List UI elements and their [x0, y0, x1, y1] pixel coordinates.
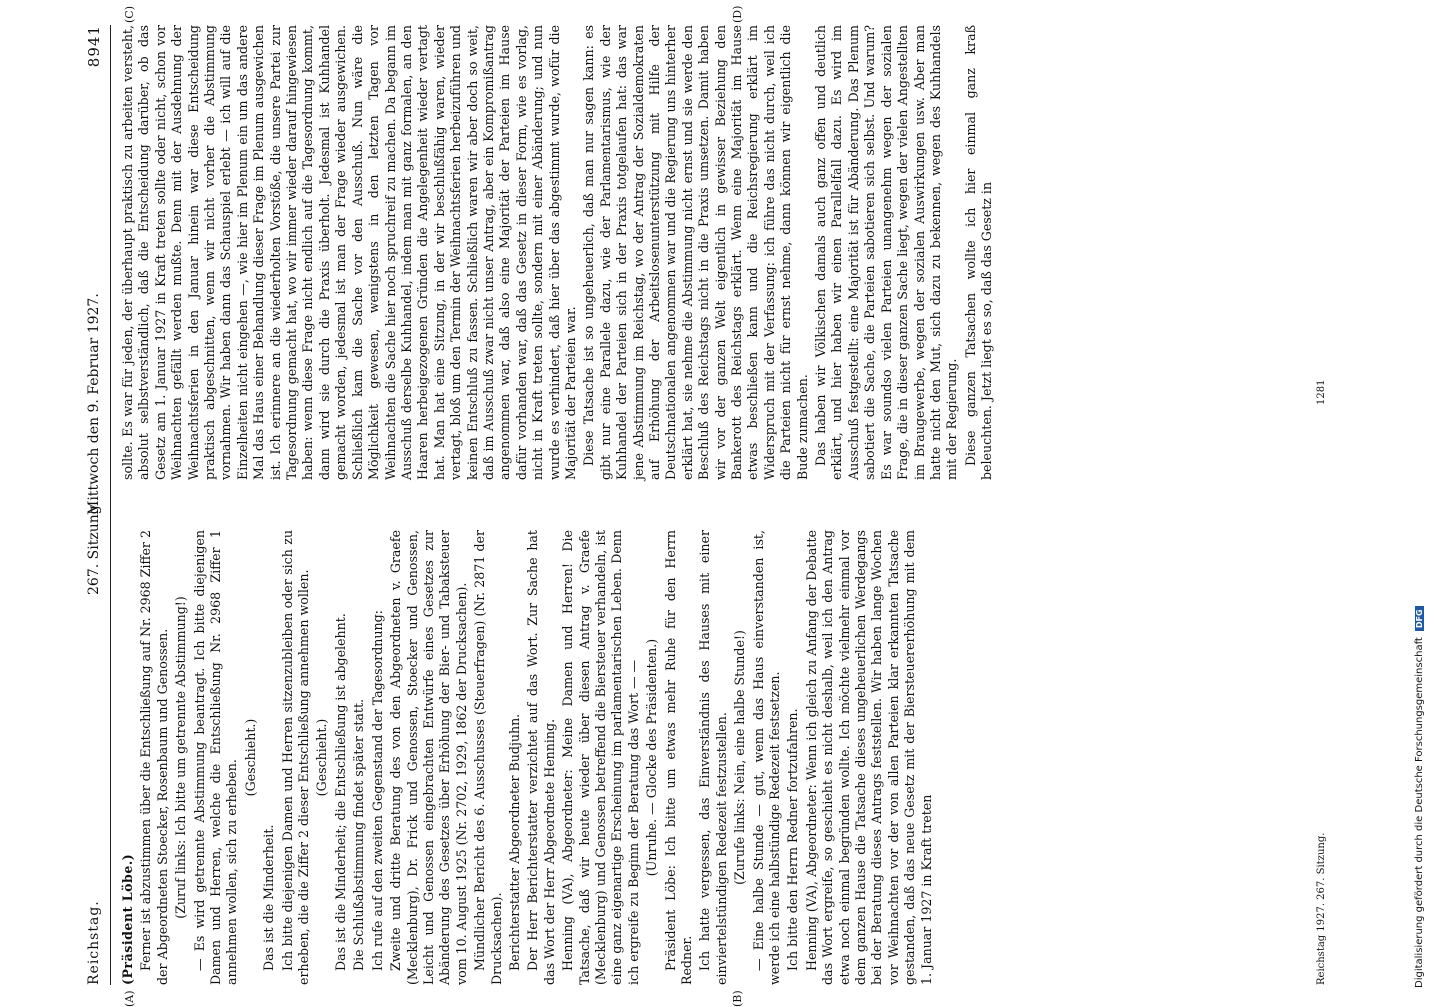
marker-a: (A)	[123, 990, 136, 1007]
paragraph: (Geschieht.)	[314, 718, 330, 797]
paragraph: Berichterstatter Abgeordneter Budjuhn.	[506, 713, 522, 971]
paragraph: (Geschieht.)	[242, 718, 258, 797]
paragraph: (Präsident Löbe.)	[120, 853, 135, 985]
paragraph: Ich rufe auf den zweiten Gegenstand der Tagesordnung:	[369, 610, 385, 971]
header-date: Mittwoch den 9. Februar 1927.	[86, 293, 102, 515]
header-rule	[110, 25, 111, 985]
paragraph: Ich bitte den Herrn Redner fortzufahren.	[785, 708, 801, 971]
paragraph: Ferner ist abzustimmen über die Entschließung auf Nr. 2968 Ziffer 2 der Abgeordneten Stoecker, Rosenbaum und Genossen.	[138, 530, 170, 985]
rotated-page	[80, 5, 1330, 1007]
footer-left: Reichstag 1927. 267. Sitzung.	[1315, 832, 1327, 985]
paragraph: Henning (VA), Abgeordneter: Meine Damen und Herren! Die Tatsache, daß wir heute wieder über diesen Antrag v. Graefe (Mecklenburg) und Genossen betreffend die Biersteuer verhandeln, ist eine ganz eigenartige Erscheinung im parlamentarischen Leben. Denn ich ergreife zu Beginn der Beratung das Wort — —	[560, 530, 641, 985]
paragraph: Mündlicher Bericht des 6. Ausschusses (Steuerfragen) (Nr. 2871 der Drucksachen).	[472, 530, 504, 985]
page-header	[80, 25, 110, 985]
paragraph: Zweite und dritte Beratung des von den Abgeordneten v. Graefe (Mecklenburg), Dr. Frick und Genossen, Stoecker und Genossen, Leicht und Genossen eingebrachten Entwürfe eines Gesetzes zur Abänderung des Gesetzes über Erhöhung der Bier- und Tabaksteuer vom 10. August 1925 (Nr. 2702, 1929, 1862 der Drucksachen).	[388, 530, 469, 985]
paragraph: sollte. Es war für jeden, der überhaupt praktisch zu arbeiten versteht, absolut selbstverständlich, daß die Entscheidung darüber, ob das Gesetz am 1. Januar 1927 in Kraft treten sollte oder nicht, schon vor Weihnachten gefällt werden mußte. Denn mit der Ausdehnung der Weihnachtsferien in den Januar hinein war diese Entscheidung praktisch abgeschnitten, wenn wir nicht vorher die Abstimmung vornahmen. Wir haben dann das Schauspiel erlebt — ich will auf die Einzelheiten nicht eingehen —, wie hier im Plenum ein um das andere Mal das Haus einer Behandlung dieser Frage im Plenum ausgewichen ist. Ich erinnere an die wiederholten Vorstöße, die unsere Partei zur Tagesordnung gemacht hat, wo wir immer wieder darauf hingewiesen haben: wenn diese Frage nicht endlich auf die Tagesordnung kommt, dann wird sie durch die Praxis überholt. Jedesmal ist Kuhhandel gemacht worden, jedesmal ist man der Frage wieder ausgewichen. Schließlich kam die Sache vor den Ausschuß. Nun wäre die Möglichkeit gewesen, wenigstens in den letzten Tagen vor Weihnachten die Sache hier noch spruchreif zu machen. Da begann im Ausschuß derselbe Kuhhandel, indem man mit ganz formalen, an den Haaren herbeigezogenen Gründen die Angelegenheit wieder vertagt hat. Man hat eine Sitzung, in der wir beschlußfähig waren, wieder vertagt, bloß um den Termin der Weihnachtsferien herbeizuführen und keinen Entschluß zu fassen. Schließlich waren wir aber doch so weit, daß im Ausschuß zwar nicht unser Antrag, aber ein Kompromißantrag angenommen war, daß also eine Majorität der Parteien im Hause dafür vorhanden war, daß das Gesetz in dieser Form, wie es vorlag, nicht in Kraft treten sollte, sondern mit einer Abänderung; und nun wurde es verhindert, daß hier über das abgestimmt wurde, wofür die Majorität der Parteien war.	[120, 25, 578, 480]
paragraph: (Zurufe links: Nein, eine halbe Stunde!)	[732, 630, 748, 885]
right-column	[120, 25, 998, 480]
dfg-logo: DFG	[1415, 606, 1424, 631]
marker-d: (D)	[731, 5, 744, 23]
paragraph: — Es wird getrennte Abstimmung beantragt. Ich bitte diejenigen Damen und Herren, welche die Entschließung Nr. 2968 Ziffer 1 annehmen wollen, sich zu erheben.	[191, 530, 240, 985]
side-credit-text: Digitalisierung gefördert durch die Deutsche Forschungsgemeinschaft	[1414, 637, 1425, 988]
paragraph: Präsident Löbe: Ich bitte um etwas mehr Ruhe für den Herrn Redner.	[662, 530, 694, 985]
marker-c: (C)	[123, 6, 136, 23]
page-number: 8941	[85, 25, 103, 68]
paragraph: Das ist die Minderheit.	[261, 824, 277, 971]
paragraph: (Unruhe. — Glocke des Präsidenten.)	[644, 638, 660, 877]
paragraph: Ich hatte vergessen, das Einverständnis des Hauses mit einer einviertelstündigen Redezeit festzustellen.	[697, 530, 729, 985]
marker-b: (B)	[731, 990, 744, 1007]
paragraph: Das ist die Minderheit; die Entschließung ist abgelehnt.	[332, 613, 348, 971]
paragraph: Diese ganzen Tatsachen wollte ich hier einmal ganz kraß beleuchten. Jetzt liegt es so, daß das Gesetz in	[962, 25, 995, 480]
paragraph: — Eine halbe Stunde — gut, wenn das Haus einverstanden ist, werde ich eine halbstündige Redezeit festsetzen.	[750, 530, 783, 985]
paragraph: Das haben wir Völkischen damals auch ganz offen und deutlich erklärt, und hier haben wir einen Parallelfall dazu. Es wird im Ausschuß festgestellt: eine Majorität ist für Abänderung. Das Plenum sabotiert die Sache, die Parteien sabotieren sich selbst. Und warum? Es war soundso vielen Parteien unangenehm wegen der sozialen Frage, die in dieser ganzen Sache liegt, wegen der vielen Angestellten im Braugewerbe, wegen der sozialen Auswirkungen usw. Aber man hatte nicht den Mut, sich dazu zu bekennen, wegen des Kuhhandels mit der Regierung.	[813, 25, 960, 480]
left-column	[120, 530, 937, 985]
side-credit	[1414, 8, 1430, 993]
header-left: Reichstag.	[86, 900, 102, 985]
footer-right: 1281	[1315, 379, 1327, 405]
paragraph: Henning (VA), Abgeordneter: Wenn ich gleich zu Anfang der Debatte das Wort ergreife, so geschieht es nicht deshalb, weil ich den Antrag etwa noch einmal begründen wollte. Ich möchte vielmehr einmal vor dem ganzen Hause die Tatsache dieses ungeheuerlichen Werdegangs bei der Beratung dieses Antrags feststellen. Wir haben lange Wochen vor Weihnachten vor der von allen Parteien klar erkannten Tatsache gestanden, daß das neue Gesetz mit der Biersteuererhöhung mit dem 1. Januar 1927 in Kraft treten	[803, 530, 934, 985]
header-session: 267. Sitzung.	[86, 500, 102, 595]
paragraph: Diese Tatsache ist so ungeheuerlich, daß man nur sagen kann: es gibt nur eine Parallele dazu, wie der Parlamentarismus, wie der Kuhhandel der Parteien sich in der Praxis totgelaufen hat: das war jene Abstimmung im Reichstag, wo der Antrag der Sozialdemokraten auf Erhöhung der Arbeitslosenunterstützung mit Hilfe der Deutschnationalen angenommen war und die Regierung uns hinterher erklärt hat, sie nehme die Abstimmung nicht ernst und sie werde den Beschluß des Reichstags nicht in die Praxis umsetzen. Damit haben wir vor der ganzen Welt eigentlich in gewisser Beziehung den Bankerott des Reichstags erklärt. Wenn eine Majorität im Hause etwas beschließen kann und die Reichsregierung erklärt im Widerspruch mit der Verfassung: ich führe das nicht durch, weil ich die Parteien nicht für ernst nehme, dann können wir eigentlich die Bude zumachen.	[581, 25, 810, 480]
paragraph: Die Schlußabstimmung findet später statt.	[351, 698, 367, 971]
paragraph: Ich bitte diejenigen Damen und Herren sitzenzubleiben oder sich zu erheben, die die Ziffer 2 dieser Entschließung annehmen wollen.	[279, 530, 312, 985]
paragraph: Der Herr Berichterstatter verzichtet auf das Wort. Zur Sache hat das Wort der Herr Abgeordnete Henning.	[525, 530, 557, 985]
paragraph: (Zuruf links: Ich bitte um getrennte Abstimmung!)	[173, 596, 189, 919]
